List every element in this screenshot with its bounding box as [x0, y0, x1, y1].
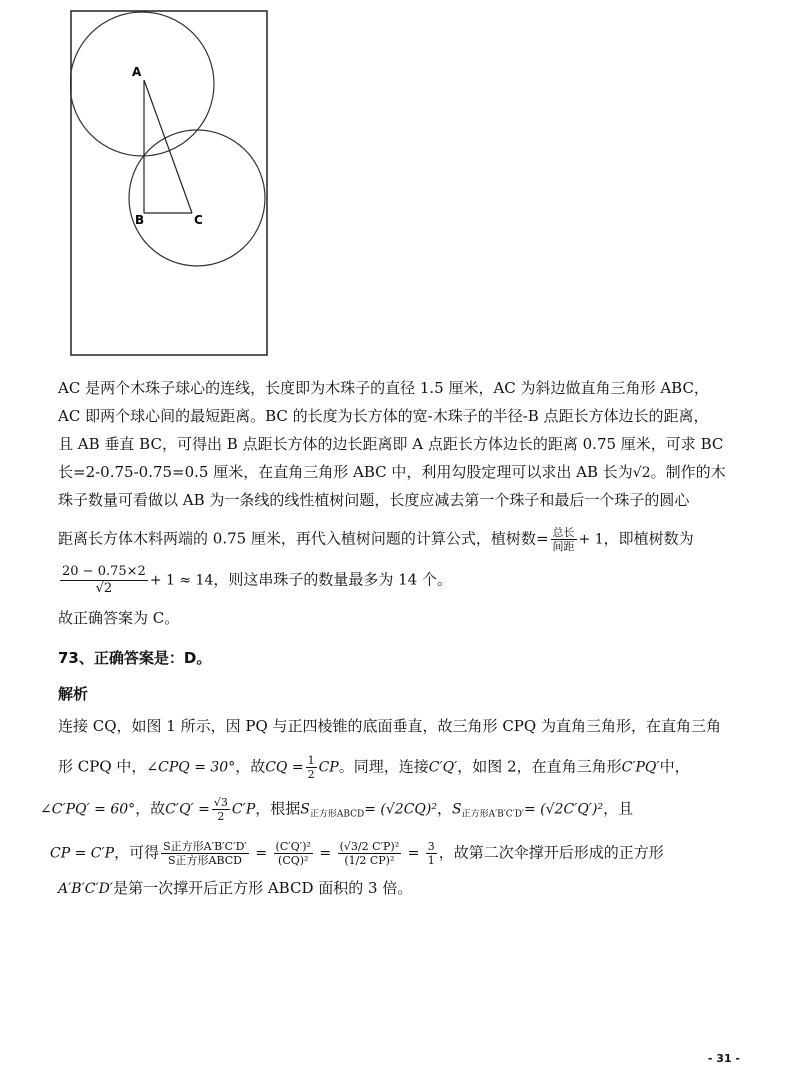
para1-line3: 且 AB 垂直 BC，可得出 B 点距长方体的边长距离即 A 点距长方体边长的距离 0.75 厘米，可求 BC — [58, 435, 724, 453]
plus-one: + 1 — [578, 531, 604, 548]
para2-line4: CP = C′P，可得 $\frac{\text{S正方形A′B′C′D′}}{\text{S正方形ABCD}}$ = $\frac{\text{(C′Q′)²}}{\text{(CQ)²}}$ = $\frac{\text{(√3/2 C′P)²}}{\text{(1/2 CP)²}}$ = $\frac{3}{1}$ ，故第二次伞撑开后形成的正方形 — [50, 840, 664, 867]
s-prime-eq: = (√2C′Q′)² — [523, 801, 604, 818]
sqrt3-over-2 — [212, 796, 230, 823]
sqrt3-den: 2 — [217, 810, 225, 823]
para1-line7-tail: ，则这串珠子的数量最多为 14 个。 — [213, 570, 452, 589]
half-fraction — [306, 754, 317, 781]
half-num: 1 — [307, 754, 315, 767]
area-ratio-fraction — [161, 840, 249, 867]
cq-prime: C′Q′ — [428, 759, 458, 776]
cq-prime-eq: C′Q′ = — [165, 801, 210, 818]
p2l3-genju: ，根据 — [255, 799, 301, 818]
ratio-den: S正方形ABCD — [167, 854, 242, 867]
three-over-one — [426, 840, 437, 867]
para1-line4-tail: 。制作的木 — [650, 463, 726, 481]
geometry-figure — [70, 10, 268, 356]
segment-ac — [144, 80, 192, 213]
cq-eq: CQ = — [265, 759, 304, 776]
para2-line5 — [58, 878, 412, 899]
fraction-numerator: 总长 — [552, 526, 575, 539]
para1-line5: 珠子数量可看做以 AB 为一条线的线性植树问题，长度应减去第一个珠子和最后一个珠子的圆心 — [58, 491, 690, 509]
calc-result: + 1 ≈ 14 — [149, 572, 214, 589]
para1-line1: AC 是两个木珠子球心的连线，长度即为木珠子的直径 1.5 厘米，AC 为斜边做直角三角形 ABC， — [58, 379, 709, 397]
calc-denominator: √2 — [95, 581, 113, 596]
para1-line7 — [58, 564, 452, 597]
cpr-num: (√3/2 C′P)² — [339, 840, 400, 853]
para1-line6 — [58, 526, 694, 553]
cpr-den: (1/2 CP)² — [344, 854, 395, 867]
s-symbol: S — [300, 801, 310, 818]
p2l3-comma: ， — [436, 799, 452, 818]
para2-line1: 连接 CQ，如图 1 所示，因 PQ 与正四棱锥的底面垂直，故三角形 CPQ 为直角三角形，在直角三角 — [58, 717, 721, 735]
p2l2-gu: ，故 — [235, 757, 266, 776]
p2l2-fig2: ，如图 2，在直角三角形 — [457, 757, 622, 776]
figure-svg — [70, 10, 268, 356]
para1-line2: AC 即两个球心间的最短距离。BC 的长度为长方体的宽-木珠子的半径-B 点距长方体边长的距离， — [58, 407, 709, 425]
rectangle-outline — [71, 11, 267, 355]
angle-cpq: ∠CPQ = 30° — [146, 759, 236, 776]
ratio-num: S正方形A′B′C′D′ — [163, 840, 247, 853]
p2l3-gu: ，故 — [135, 799, 166, 818]
p2l3-qie: ，且 — [603, 799, 634, 818]
one: 1 — [427, 854, 435, 867]
cp-eq-cp-prime: CP = C′P — [50, 845, 115, 862]
analysis-title: 解析 — [58, 685, 89, 703]
calc-fraction — [60, 564, 148, 597]
p2l2-tongli: 。同理，连接 — [338, 757, 429, 776]
cqr-den: (CQ)² — [278, 854, 309, 867]
para1-line4-text: 长=2-0.75-0.75=0.5 厘米，在直角三角形 ABC 中，利用勾股定理可以求出 AB 长为 — [58, 463, 633, 481]
sqrt3-num: √3 — [213, 796, 228, 809]
p2l2-text: 形 CPQ 中， — [58, 757, 147, 776]
cpq-prime: C′PQ′ — [621, 759, 660, 776]
para2-line2 — [58, 754, 690, 781]
s-prime-sub: 正方形A′B′C′D′ — [461, 809, 524, 820]
label-a: A — [132, 65, 142, 79]
p2l2-end: 中， — [659, 757, 690, 776]
circle-bottom — [129, 130, 265, 266]
cq-ratio-fraction — [274, 840, 313, 867]
circle-top — [70, 12, 214, 156]
para1-line4 — [58, 462, 726, 483]
three: 3 — [427, 840, 435, 853]
s-abcd-eq: = (√2CQ)² — [364, 801, 437, 818]
label-c: C — [194, 213, 203, 227]
para1-line6-text: 距离长方体木料两端的 0.75 厘米，再代入植树问题的计算公式，植树数= — [58, 529, 549, 548]
square-aprime: A′B′C′D′ — [58, 881, 114, 897]
cqr-num: (C′Q′)² — [275, 840, 311, 853]
cp-prime: C′P — [231, 801, 256, 818]
angle-cpq-prime: ∠C′PQ′ = 60° — [40, 801, 136, 818]
half-den: 2 — [307, 768, 315, 781]
p2l5-text: 是第一次撑开后正方形 ABCD 面积的 3 倍。 — [113, 879, 413, 897]
label-b: B — [135, 213, 145, 227]
s-abcd-sub: 正方形ABCD — [309, 809, 365, 820]
para1-line6-tail: ，即植树数为 — [603, 529, 694, 548]
tree-formula-fraction — [551, 526, 577, 553]
calc-numerator: 20 − 0.75×2 — [62, 564, 146, 579]
s-symbol-2: S — [451, 801, 462, 818]
fraction-denominator: 间距 — [552, 540, 575, 553]
cp-ratio-fraction — [338, 840, 402, 867]
cp: CP — [318, 759, 339, 776]
p2l4-kede: ，可得 — [114, 843, 160, 862]
p2l4-tail: ，故第二次伞撑开后形成的正方形 — [438, 843, 664, 862]
page-number: - 31 - — [707, 1052, 740, 1065]
q73-title: 73、正确答案是：D。 — [58, 649, 212, 667]
sqrt2-value: √2 — [632, 465, 651, 481]
conclusion: 故正确答案为 C。 — [58, 609, 180, 627]
para2-line3 — [40, 796, 633, 825]
